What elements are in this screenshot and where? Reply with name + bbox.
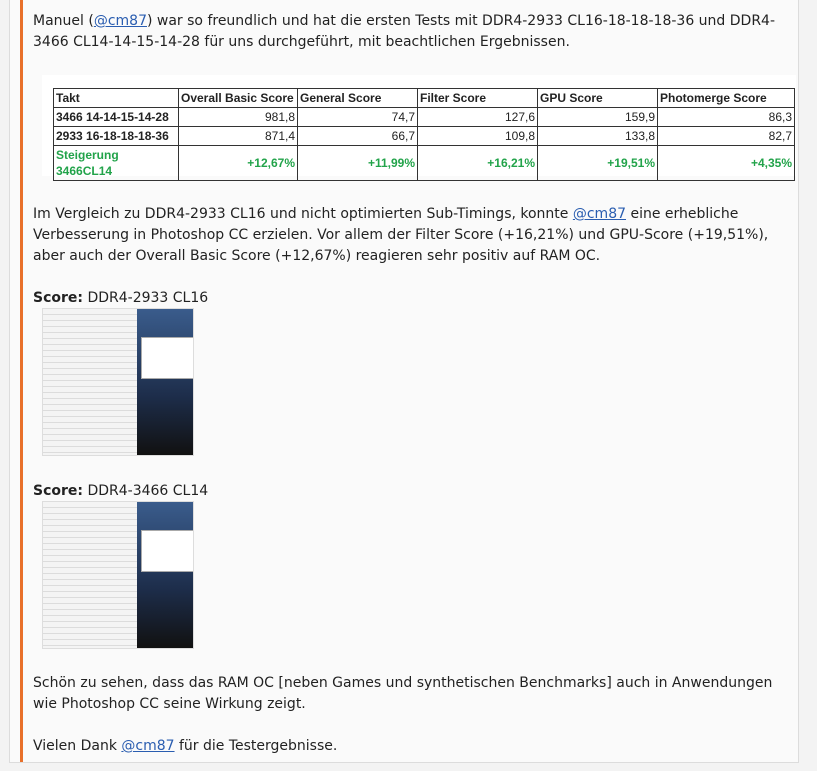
text: DDR4-2933 CL16	[83, 290, 209, 306]
text: DDR4-3466 CL14	[83, 483, 209, 499]
cell: 86,3	[658, 108, 795, 127]
header-cell: GPU Score	[538, 89, 658, 108]
intro-paragraph	[33, 11, 788, 53]
quote-accent-bar	[20, 0, 23, 762]
text: für die Testergebnisse.	[174, 738, 338, 754]
cell: 981,8	[179, 108, 298, 127]
cell: +4,35%	[658, 146, 795, 181]
table-row	[54, 108, 795, 127]
table-header-row	[54, 89, 795, 108]
score-heading-1	[33, 288, 208, 309]
forum-post	[9, 0, 799, 763]
mention-link[interactable]: @cm87	[93, 13, 147, 29]
cell: 159,9	[538, 108, 658, 127]
cell: 127,6	[418, 108, 538, 127]
text: Im Vergleich zu DDR4-2933 CL16 und nicht optimierten Sub-Timings, konnte	[33, 206, 573, 222]
results-table	[53, 88, 795, 181]
cell: 82,7	[658, 127, 795, 146]
mention-link[interactable]: @cm87	[121, 738, 175, 754]
screenshot-thumbnail-3466[interactable]	[42, 501, 194, 649]
cell: +19,51%	[538, 146, 658, 181]
cell: +11,99%	[298, 146, 418, 181]
cell: 109,8	[418, 127, 538, 146]
text: Manuel (	[33, 13, 94, 29]
header-cell: Takt	[54, 89, 179, 108]
cell: +12,67%	[179, 146, 298, 181]
mention-link[interactable]: @cm87	[572, 206, 627, 222]
conclusion-paragraph: Schön zu sehen, dass das RAM OC [neben Games und synthetischen Benchmarks] auch in Anwendungen wie Photoshop CC seine Wirkung zeigt.	[33, 675, 773, 712]
comparison-paragraph	[33, 204, 788, 267]
cell: 871,4	[179, 127, 298, 146]
cell: 2933 16-18-18-18-36	[54, 127, 179, 146]
cell: 66,7	[298, 127, 418, 146]
results-table-image	[42, 75, 796, 176]
screenshot-thumbnail-2933[interactable]	[42, 308, 194, 456]
text: eine erhebliche Verbesserung in Photoshop CC erzielen. Vor allem der Filter Score (+16,21%) und GPU-Score (+19,51%), aber auch der Overall Basic Score (+12,67%) reagieren sehr positiv auf RAM OC.	[33, 206, 769, 264]
label: Score:	[33, 483, 83, 499]
table-row	[54, 146, 795, 181]
header-cell: Filter Score	[418, 89, 538, 108]
cell: Steigerung 3466CL14	[54, 146, 179, 181]
text: Vielen Dank	[33, 738, 122, 754]
cell: 3466 14-14-15-14-28	[54, 108, 179, 127]
thanks-paragraph	[33, 736, 337, 757]
header-cell: General Score	[298, 89, 418, 108]
cell: 74,7	[298, 108, 418, 127]
cell: 133,8	[538, 127, 658, 146]
text: ) war so freundlich und hat die ersten Tests mit DDR4-2933 CL16-18-18-18-36 und DDR4-3466 CL14-14-15-14-28 für uns durchgeführt, mit beachtlichen Ergebnissen.	[33, 13, 776, 50]
header-cell: Overall Basic Score	[179, 89, 298, 108]
header-cell: Photomerge Score	[658, 89, 795, 108]
table-row	[54, 127, 795, 146]
score-heading-2	[33, 481, 208, 502]
label: Score:	[33, 290, 83, 306]
cell: +16,21%	[418, 146, 538, 181]
